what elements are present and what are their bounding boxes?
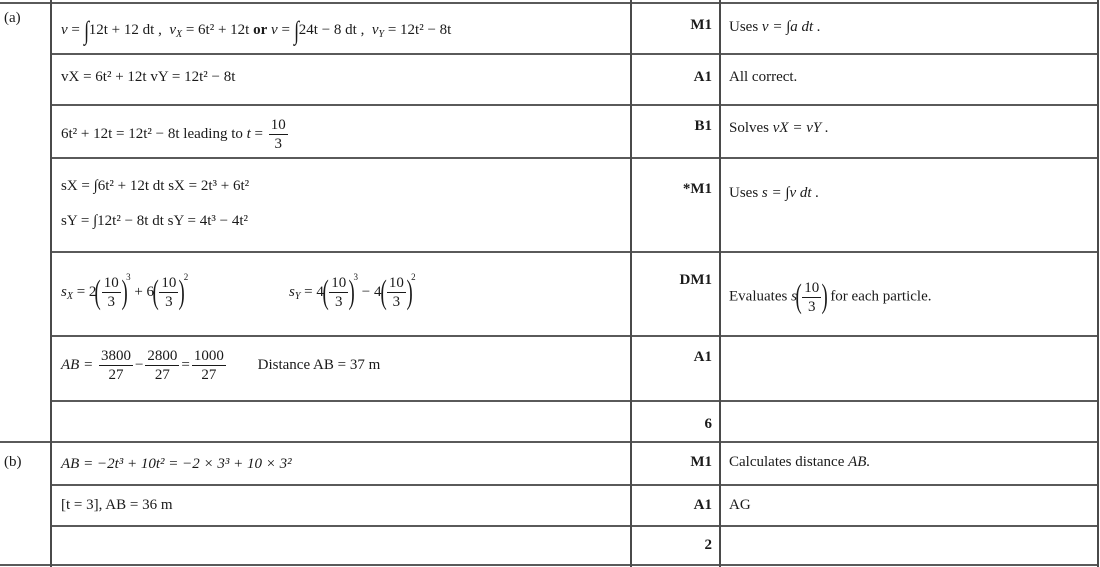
working-row-4-line-2: sY = ∫12t² − 8t dt sY = 4t³ − 4t² xyxy=(61,213,249,229)
column-divider xyxy=(719,0,721,567)
row-divider xyxy=(51,484,1099,486)
integral-icon: ∫ xyxy=(293,16,299,45)
note-row-5: Evaluates s( $\frac{10}{3}$ ) for each particle. xyxy=(729,278,932,315)
part-divider xyxy=(0,441,1099,443)
working-b-row-1: AB = −2t³ + 10t² = −2 × 3³ + 10 × 3² xyxy=(61,456,292,472)
mark-row-4: *M1 xyxy=(682,181,712,197)
note-row-1: Uses v = ∫a dt . xyxy=(729,19,821,35)
working-row-3: 6t² + 12t = 12t² − 8t leading to t = $\frac{10}{3}$ xyxy=(61,117,286,152)
table-border-bottom xyxy=(0,564,1099,566)
working-row-4-line-1: sX = ∫6t² + 12t dt sX = 2t³ + 6t² xyxy=(61,178,250,194)
working-row-6: AB = $\frac{3800}{27}$ − $\frac{2800}{27}$ = $\frac{1000}{27}$ Distance AB = 37 m xyxy=(61,348,381,383)
row-divider xyxy=(51,104,1099,106)
part-label-a: (a) xyxy=(4,10,21,26)
mark-row-1: M1 xyxy=(690,17,712,33)
note-b-row-2: AG xyxy=(729,497,751,513)
fraction: $\frac{10}{3}$ xyxy=(270,117,286,152)
mark-row-3: B1 xyxy=(694,118,712,134)
table-border-top xyxy=(0,2,1099,4)
row-divider xyxy=(51,400,1099,402)
row-divider xyxy=(51,525,1099,527)
total-marks-b: 2 xyxy=(704,537,712,553)
integral-icon: ∫ xyxy=(83,16,89,45)
row-divider xyxy=(51,251,1099,253)
working-row-5-sx: $s_X = 2$( $\frac{10}{3}$ )$^3$ + 6( $\frac{10}{3}$ )$^2$ xyxy=(61,272,189,311)
mark-b-row-1: M1 xyxy=(690,454,712,470)
total-marks-a: 6 xyxy=(704,416,712,432)
part-label-b: (b) xyxy=(4,454,22,470)
working-row-1: v = ∫12t + 12 dt , $v_X = 6t^2 + 12t$ or v = ∫24t − 8 dt , $v_Y = 12t^2 - 8t$ xyxy=(61,16,452,45)
column-divider xyxy=(50,0,52,567)
note-row-4: Uses s = ∫v dt . xyxy=(729,185,820,201)
mark-row-5: DM1 xyxy=(679,272,712,288)
mark-b-row-2: A1 xyxy=(693,497,712,513)
note-row-2: All correct. xyxy=(729,69,798,85)
mark-row-2: A1 xyxy=(693,69,712,85)
note-row-3: Solves vX = vY . xyxy=(729,120,829,136)
row-divider xyxy=(51,53,1099,55)
mark-row-6: A1 xyxy=(693,349,712,365)
working-b-row-2: [t = 3], AB = 36 m xyxy=(61,497,173,513)
row-divider xyxy=(51,157,1099,159)
note-b-row-1: Calculates distance AB. xyxy=(729,454,871,470)
table-border-right xyxy=(1097,0,1099,567)
working-row-2: vX = 6t² + 12t vY = 12t² − 8t xyxy=(61,69,236,85)
working-row-5-sy: $s_Y = 4$( $\frac{10}{3}$ )$^3$ − 4( $\frac{10}{3}$ )$^2$ xyxy=(289,272,416,311)
row-divider xyxy=(51,335,1099,337)
